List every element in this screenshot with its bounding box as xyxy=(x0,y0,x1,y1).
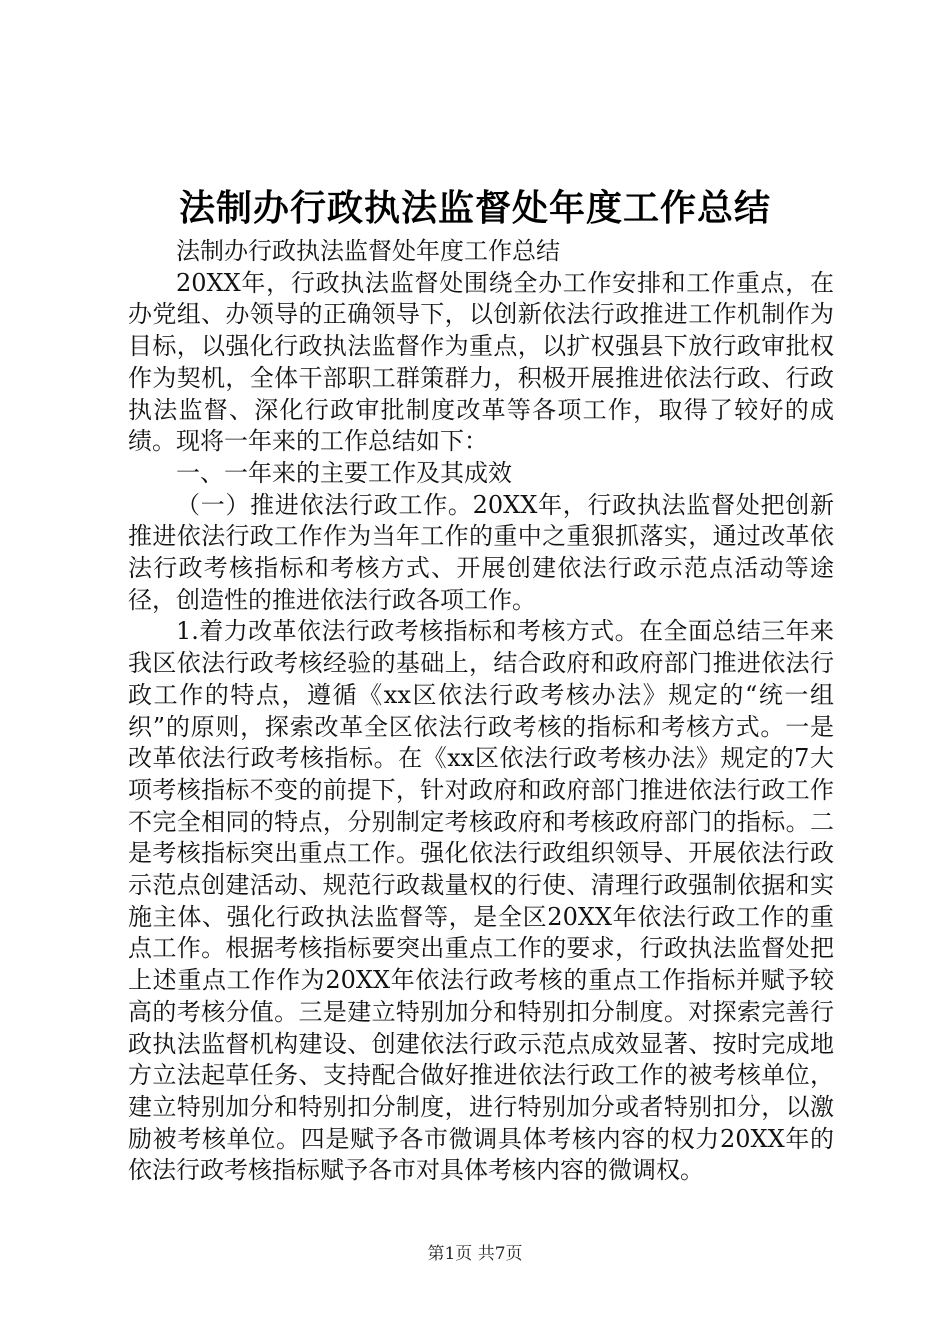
section-heading: 一、一年来的主要工作及其成效 xyxy=(176,458,512,487)
paragraph-subsection-1: （一）推进依法行政工作。20XX年，行政执法监督处把创新推进依法行政工作作为当年工作的重中之重狠抓落实，通过改革依法行政考核指标和考核方式、开展创建依法行政示范点活动等途径，创造性的推进依法行政各项工作。 xyxy=(128,490,834,614)
paragraph-intro: 20XX年，行政执法监督处围绕全办工作安排和工作重点，在办党组、办领导的正确领导下，以创新依法行政推进工作机制作为目标，以强化行政执法监督作为重点，以扩权强县下放行政审批权作为契机，全体干部职工群策群力，积极开展推进依法行政、行政执法监督、深化行政审批制度改革等各项工作，取得了较好的成绩。现将一年来的工作总结如下： xyxy=(128,268,834,456)
document-title: 法制办行政执法监督处年度工作总结 xyxy=(178,187,771,229)
paragraph-subtitle: 法制办行政执法监督处年度工作总结 xyxy=(176,237,560,265)
page-number-footer: 第1页 共7页 xyxy=(427,1244,523,1264)
document-body xyxy=(128,236,834,1187)
paragraph-item-1: 1.着力改革依法行政考核指标和考核方式。在全面总结三年来我区依法行政考核经验的基础上，结合政府和政府部门推进依法行政工作的特点，遵循《xx区依法行政考核办法》规定的“统一组织”的原则，探索改革全区依法行政考核的指标和考核方式。一是改革依法行政考核指标。在《xx区依法行政考核办法》规定的7大项考核指标不变的前提下，针对政府和政府部门推进依法行政工作不完全相同的特点，分别制定考核政府和考核政府部门的指标。二是考核指标突出重点工作。强化依法行政组织领导、开展依法行政示范点创建活动、规范行政裁量权的行使、清理行政强制依据和实施主体、强化行政执法监督等，是全区20XX年依法行政工作的重点工作。根据考核指标要突出重点工作的要求，行政执法监督处把上述重点工作作为20XX年依法行政考核的重点工作指标并赋予较高的考核分值。三是建立特别加分和特别扣分制度。对探索完善行政执法监督机构建设、创建依法行政示范点成效显著、按时完成地方立法起草任务、支持配合做好推进依法行政工作的被考核单位，建立特别加分和特别扣分制度，进行特别加分或者特别扣分，以激励被考核单位。四是赋予各市微调具体考核内容的权力20XX年的依法行政考核指标赋予各市对具体考核内容的微调权。 xyxy=(128,617,834,1185)
